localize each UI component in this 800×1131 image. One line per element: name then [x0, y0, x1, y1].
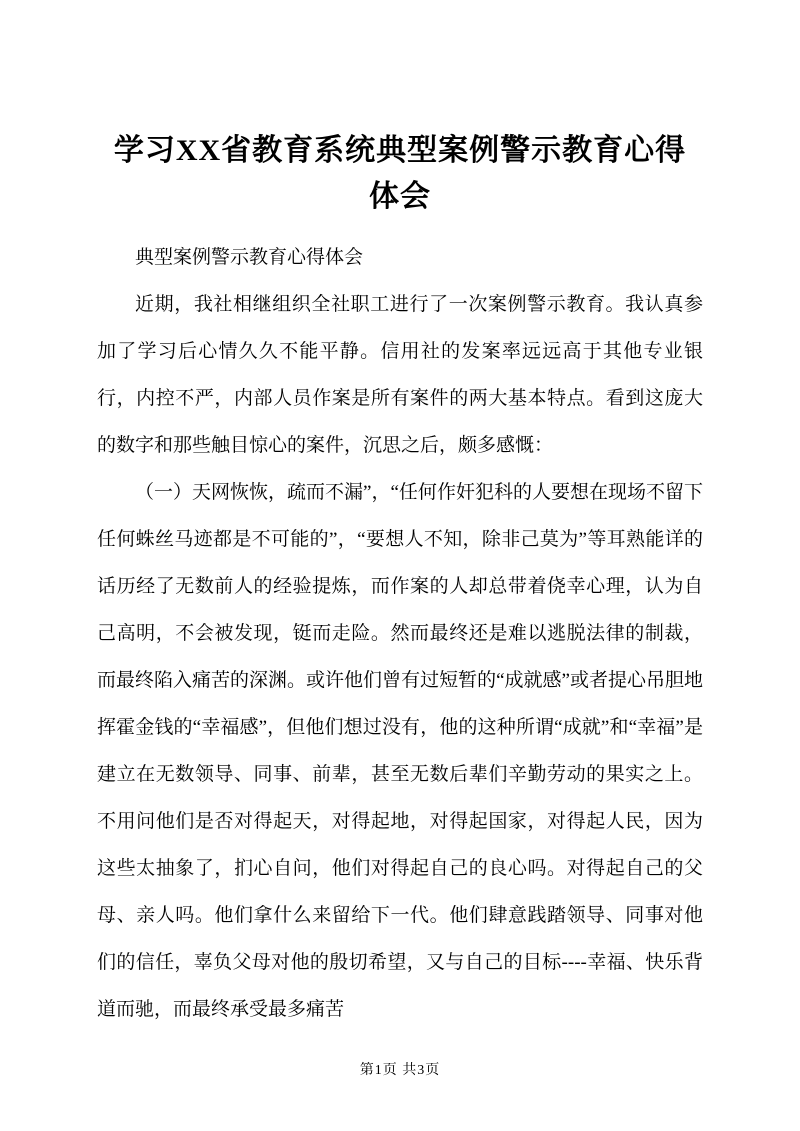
- page-number-indicator: 第1页 共3页: [359, 1063, 441, 1078]
- document-title: 学习XX省教育系统典型案例警示教育心得体会: [113, 134, 687, 213]
- paragraph: （一）天网恢恢，疏而不漏”，“任何作奸犯科的人要想在现场不留下任何蛛丝马迹都是不可能的”，“要想人不知，除非己莫为”等耳熟能详的话历经了无数前人的经验提炼，而作案的人却总带着侥幸心理，认为自己高明，不会被发现，铤而走险。然而最终还是难以逃脱法律的制裁，而最终陷入痛苦的深渊。或许他们曾有过短暂的“成就感”或者提心吊胆地挥霍金钱的“幸福感”，但他们想过没有，他的这种所谓“成就”和“幸福”是建立在无数领导、同事、前辈，甚至无数后辈们辛勤劳动的果实之上。不用问他们是否对得起天，对得起地，对得起国家，对得起人民，因为这些太抽象了，扪心自问，他们对得起自己的良心吗。对得起自己的父母、亲人吗。他们拿什么来留给下一代。他们肆意践踏领导、同事对他们的信任，辜负父母对他的殷切希望，又与自己的目标----幸福、快乐背道而驰，而最终承受最多痛苦: [97, 482, 703, 1020]
- paragraph-subtitle: 典型案例警示教育心得体会: [135, 247, 364, 268]
- document-body: [97, 234, 703, 1033]
- paragraph: 近期，我社相继组织全社职工进行了一次案例警示教育。我认真参加了学习后心情久久不能平静。信用社的发案率远远高于其他专业银行，内控不严，内部人员作案是所有案件的两大基本特点。看到这庞大的数字和那些触目惊心的案件，沉思之后，颇多感慨：: [97, 294, 703, 456]
